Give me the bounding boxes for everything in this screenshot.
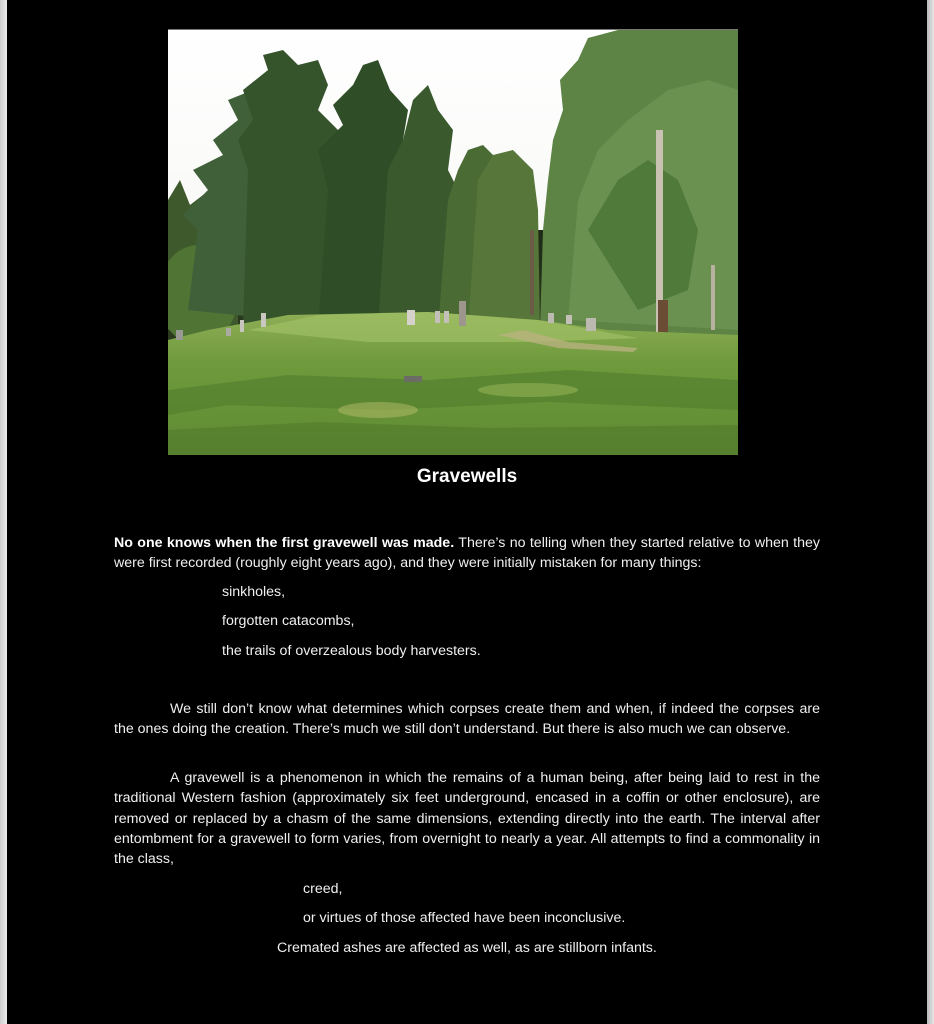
cemetery-photo [168, 29, 738, 455]
window-frame-left [0, 0, 7, 1024]
window-frame-right [927, 0, 934, 1024]
closing-line: Cremated ashes are affected as well, as are stillborn infants. [277, 940, 657, 956]
document-page [7, 0, 927, 1024]
list-item: the trails of overzealous body harvesters. [222, 643, 481, 659]
paragraph-3: A gravewell is a phenomenon in which the remains of a human being, after being laid to rest in the traditional Western fashion (approximately six feet underground, encased in a coffin or other enclosure), are removed or replaced by a chasm of the same dimensions, extending directly into the earth. The interval after entombment for a gravewell to form varies, from overnight to nearly a year. All attempts to find a commonality in the class, [114, 770, 820, 868]
intro-paragraph [114, 533, 820, 574]
commonality-line: creed, [303, 881, 343, 897]
intro-lead-bold: No one knows when the first gravewell was made. [114, 535, 455, 551]
page-title: Gravewells [416, 466, 518, 487]
commonality-line: or virtues of those affected have been inconclusive. [303, 910, 626, 926]
list-item: forgotten catacombs, [222, 613, 355, 629]
intro-text: There’s no telling when they started relative to when they were first recorded (roughly eight years ago), and they were initially mistaken for many things: [114, 535, 820, 572]
cemetery-photo-illustration [168, 30, 738, 455]
paragraph-2: We still don’t know what determines which corpses create them and when, if indeed the corpses are the ones doing the creation. There’s much we still don’t understand. But there is also much we can observe. [114, 701, 820, 738]
list-item: sinkholes, [222, 584, 286, 600]
